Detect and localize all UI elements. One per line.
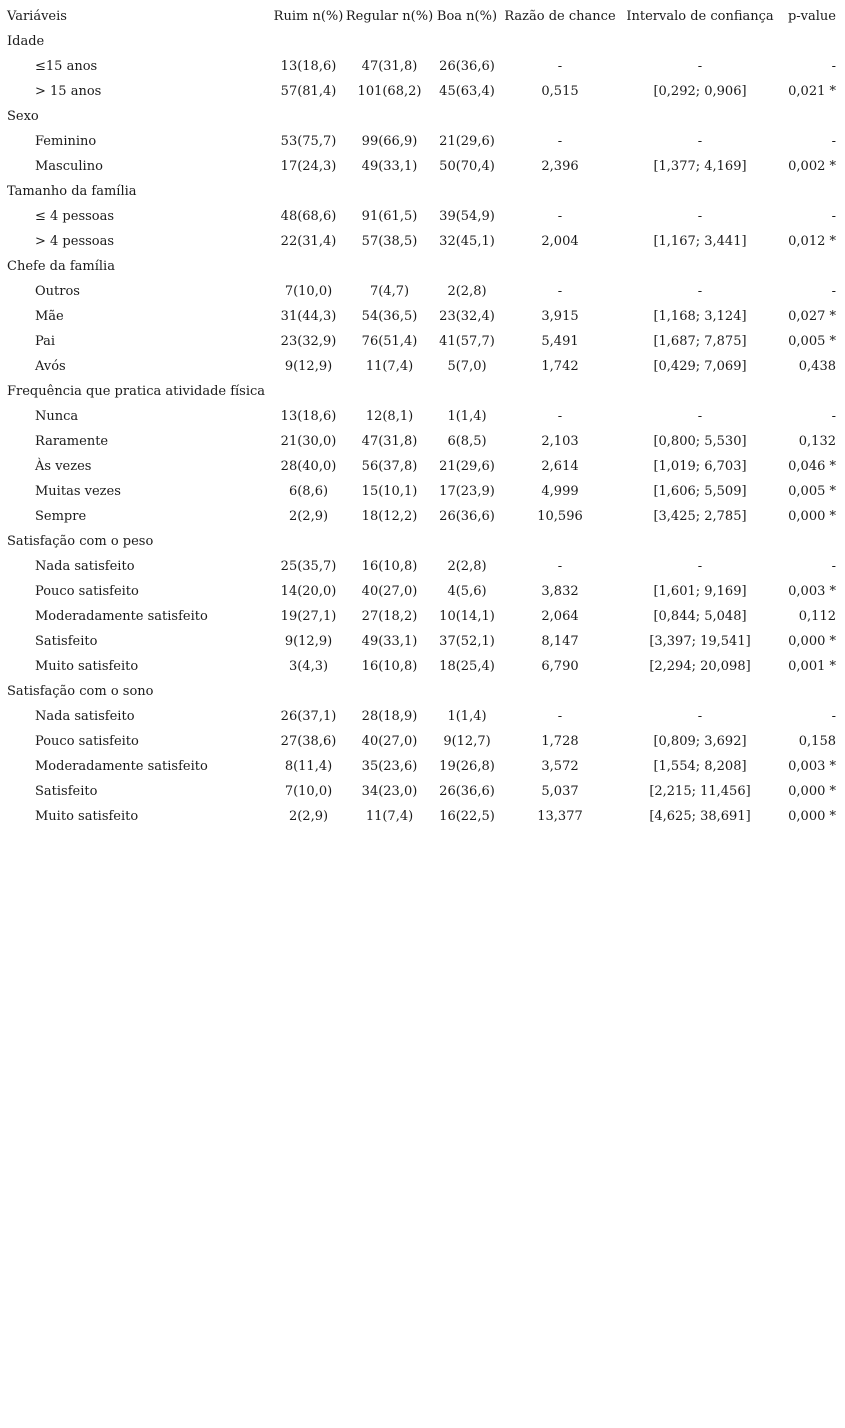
cell-ruim: 23(32,9) [280,334,337,349]
cell-p-value: 0,000 * [788,784,836,799]
cell-p-value: 0,112 [798,609,836,624]
group-label: Satisfação com o sono [7,684,154,699]
cell-ruim: 26(37,1) [280,709,337,724]
group-row [0,29,845,54]
table-row [0,454,845,479]
cell-p-value: 0,000 * [788,634,836,649]
cell-regular: 49(33,1) [361,159,418,174]
cell-odds-ratio: 1,742 [541,359,579,374]
cell-odds-ratio: 3,915 [541,309,579,324]
cell-confidence-interval: [1,601; 9,169] [653,584,747,599]
cell-boa: 37(52,1) [439,634,495,649]
cell-confidence-interval: - [697,709,703,724]
header-p-value: p-value [787,9,836,24]
row-label: Pouco satisfeito [35,734,139,749]
cell-p-value: - [831,134,836,149]
cell-regular: 11(7,4) [365,809,414,824]
group-label: Idade [7,34,45,49]
row-label: Pouco satisfeito [35,584,139,599]
cell-p-value: 0,438 [798,359,836,374]
cell-boa: 19(26,8) [439,759,495,774]
table-row [0,604,845,629]
cell-ruim: 25(35,7) [280,559,337,574]
cell-p-value: 0,001 * [788,659,836,674]
cell-odds-ratio: 2,396 [541,159,579,174]
cell-p-value: 0,012 * [788,234,836,249]
cell-regular: 7(4,7) [369,284,410,299]
cell-regular: 99(66,9) [361,134,418,149]
cell-odds-ratio: - [557,709,563,724]
cell-odds-ratio: - [557,284,563,299]
table-row [0,79,845,104]
cell-p-value: - [831,409,836,424]
cell-regular: 15(10,1) [361,484,418,499]
row-label: Moderadamente satisfeito [35,759,208,774]
cell-boa: 26(36,6) [439,509,495,524]
row-label: Avós [35,359,66,374]
cell-p-value: 0,132 [798,434,836,449]
table-row [0,779,845,804]
table-row [0,554,845,579]
table-row [0,154,845,179]
cell-regular: 47(31,8) [361,434,418,449]
cell-regular: 11(7,4) [365,359,414,374]
row-label: Mãe [35,309,64,324]
cell-odds-ratio: - [557,409,563,424]
cell-odds-ratio: 3,572 [541,759,579,774]
cell-odds-ratio: 0,515 [541,84,579,99]
cell-p-value: 0,003 * [788,759,836,774]
cell-odds-ratio: 2,064 [541,609,579,624]
row-label: Sempre [35,509,87,524]
row-label: Raramente [35,434,109,449]
cell-ruim: 9(12,9) [284,359,333,374]
cell-confidence-interval: [3,425; 2,785] [653,509,747,524]
cell-boa: 17(23,9) [439,484,495,499]
cell-boa: 18(25,4) [439,659,495,674]
cell-p-value: 0,005 * [788,334,836,349]
row-label: Masculino [35,159,103,174]
results-table [0,4,845,829]
cell-boa: 4(5,6) [447,584,487,599]
cell-ruim: 6(8,6) [288,484,329,499]
table-row [0,754,845,779]
group-row [0,254,845,279]
cell-confidence-interval: - [697,409,703,424]
table-row [0,579,845,604]
cell-p-value: 0,000 * [788,809,836,824]
cell-boa: 5(7,0) [447,359,487,374]
cell-boa: 39(54,9) [439,209,495,224]
cell-p-value: 0,021 * [788,84,836,99]
cell-regular: 91(61,5) [361,209,418,224]
cell-odds-ratio: 10,596 [537,509,583,524]
row-label: Satisfeito [35,784,98,799]
cell-confidence-interval: [2,215; 11,456] [649,784,751,799]
cell-boa: 2(2,8) [447,284,487,299]
cell-boa: 41(57,7) [439,334,495,349]
cell-p-value: 0,003 * [788,584,836,599]
cell-boa: 26(36,6) [439,59,495,74]
cell-boa: 9(12,7) [443,734,491,749]
cell-p-value: - [831,284,836,299]
table-row [0,704,845,729]
cell-confidence-interval: [1,606; 5,509] [653,484,747,499]
cell-confidence-interval: - [697,284,703,299]
group-row [0,104,845,129]
table-row [0,629,845,654]
cell-confidence-interval: - [697,134,703,149]
cell-boa: 26(36,6) [439,784,495,799]
cell-ruim: 13(18,6) [280,409,337,424]
cell-ruim: 27(38,6) [280,734,337,749]
cell-odds-ratio: 1,728 [541,734,579,749]
table-row [0,229,845,254]
cell-regular: 54(36,5) [361,309,418,324]
cell-regular: 40(27,0) [361,734,418,749]
table-row [0,479,845,504]
cell-boa: 45(63,4) [439,84,495,99]
table-row [0,429,845,454]
cell-boa: 6(8,5) [447,434,487,449]
cell-regular: 101(68,2) [357,84,422,99]
row-label: Feminino [35,134,97,149]
cell-p-value: - [831,59,836,74]
cell-ruim: 22(31,4) [280,234,337,249]
table-row [0,404,845,429]
group-label: Satisfação com o peso [7,534,154,549]
header-regular: Regular n(%) [345,9,434,24]
row-label: ≤15 anos [35,59,98,74]
row-label: Moderadamente satisfeito [35,609,208,624]
cell-ruim: 9(12,9) [284,634,333,649]
cell-boa: 1(1,4) [447,709,487,724]
cell-regular: 49(33,1) [361,634,418,649]
cell-confidence-interval: [0,429; 7,069] [653,359,747,374]
cell-regular: 16(10,8) [361,559,418,574]
cell-ruim: 31(44,3) [280,309,337,324]
cell-ruim: 48(68,6) [280,209,337,224]
header-razao-de-chance: Razão de chance [504,9,616,24]
cell-p-value: 0,002 * [788,159,836,174]
row-label: Muitas vezes [35,484,121,499]
cell-odds-ratio: - [557,209,563,224]
cell-confidence-interval: [0,292; 0,906] [653,84,747,99]
table-row [0,804,845,829]
cell-confidence-interval: [1,377; 4,169] [653,159,747,174]
cell-boa: 2(2,8) [447,559,487,574]
cell-odds-ratio: 2,614 [541,459,579,474]
cell-confidence-interval: [0,809; 3,692] [653,734,747,749]
row-label: Nada satisfeito [35,709,135,724]
cell-odds-ratio: - [557,559,563,574]
cell-regular: 16(10,8) [361,659,418,674]
group-label: Frequência que pratica atividade física [7,384,266,399]
cell-boa: 1(1,4) [447,409,487,424]
cell-confidence-interval: [0,800; 5,530] [653,434,747,449]
table-row [0,729,845,754]
cell-p-value: - [831,709,836,724]
cell-confidence-interval: [3,397; 19,541] [649,634,751,649]
cell-regular: 47(31,8) [361,59,418,74]
cell-odds-ratio: 2,004 [541,234,579,249]
group-label: Sexo [7,109,39,124]
row-label: > 15 anos [35,84,102,99]
row-label: Nada satisfeito [35,559,135,574]
cell-regular: 12(8,1) [365,409,414,424]
table-row [0,129,845,154]
table-row [0,329,845,354]
cell-regular: 18(12,2) [361,509,418,524]
header-boa: Boa n(%) [436,9,498,24]
cell-confidence-interval: [1,687; 7,875] [653,334,747,349]
cell-boa: 10(14,1) [439,609,495,624]
table-row [0,54,845,79]
row-label: > 4 pessoas [35,234,115,249]
cell-confidence-interval: [1,019; 6,703] [653,459,747,474]
cell-boa: 32(45,1) [439,234,495,249]
cell-boa: 21(29,6) [439,134,495,149]
header-intervalo-de-confianca: Intervalo de confiança [626,9,774,24]
row-label: Muito satisfeito [35,659,139,674]
cell-ruim: 8(11,4) [284,759,333,774]
cell-regular: 34(23,0) [361,784,418,799]
cell-regular: 40(27,0) [361,584,418,599]
cell-odds-ratio: 13,377 [537,809,583,824]
cell-ruim: 21(30,0) [280,434,337,449]
cell-boa: 23(32,4) [439,309,495,324]
cell-ruim: 19(27,1) [280,609,337,624]
cell-confidence-interval: [1,554; 8,208] [653,759,747,774]
cell-p-value: - [831,209,836,224]
row-label: Pai [35,334,56,349]
row-label: Às vezes [35,459,92,474]
cell-ruim: 13(18,6) [280,59,337,74]
cell-ruim: 7(10,0) [284,284,333,299]
cell-regular: 28(18,9) [361,709,418,724]
table-row [0,304,845,329]
table-row [0,654,845,679]
cell-p-value: 0,005 * [788,484,836,499]
cell-p-value: 0,046 * [788,459,836,474]
row-label: Nunca [35,409,79,424]
cell-confidence-interval: - [697,559,703,574]
cell-ruim: 3(4,3) [288,659,329,674]
cell-confidence-interval: [4,625; 38,691] [649,809,751,824]
cell-p-value: 0,158 [798,734,836,749]
cell-ruim: 2(2,9) [288,509,329,524]
cell-ruim: 17(24,3) [280,159,337,174]
cell-ruim: 14(20,0) [280,584,337,599]
table-row [0,204,845,229]
cell-boa: 16(22,5) [439,809,495,824]
row-label: ≤ 4 pessoas [35,209,115,224]
cell-p-value: 0,000 * [788,509,836,524]
table-row [0,279,845,304]
cell-odds-ratio: 4,999 [541,484,579,499]
cell-boa: 50(70,4) [439,159,495,174]
cell-regular: 35(23,6) [361,759,418,774]
cell-confidence-interval: - [697,59,703,74]
table-row [0,354,845,379]
header-row [0,4,845,29]
row-label: Satisfeito [35,634,98,649]
cell-ruim: 28(40,0) [280,459,337,474]
cell-ruim: 57(81,4) [280,84,337,99]
header-variaveis: Variáveis [7,9,67,24]
row-label: Muito satisfeito [35,809,139,824]
cell-ruim: 7(10,0) [284,784,333,799]
cell-odds-ratio: - [557,134,563,149]
cell-odds-ratio: 8,147 [541,634,579,649]
group-row [0,679,845,704]
cell-odds-ratio: 2,103 [541,434,579,449]
group-row [0,179,845,204]
group-row [0,379,845,404]
cell-odds-ratio: 5,491 [541,334,579,349]
table-row [0,504,845,529]
cell-confidence-interval: [1,167; 3,441] [653,234,747,249]
header-ruim: Ruim n(%) [273,9,344,24]
cell-ruim: 53(75,7) [280,134,337,149]
cell-p-value: 0,027 * [788,309,836,324]
cell-regular: 56(37,8) [361,459,418,474]
cell-boa: 21(29,6) [439,459,495,474]
row-label: Outros [35,284,80,299]
cell-confidence-interval: - [697,209,703,224]
cell-regular: 57(38,5) [361,234,418,249]
cell-confidence-interval: [0,844; 5,048] [653,609,747,624]
cell-odds-ratio: 5,037 [541,784,579,799]
cell-regular: 27(18,2) [361,609,418,624]
cell-confidence-interval: [2,294; 20,098] [649,659,751,674]
cell-ruim: 2(2,9) [288,809,329,824]
cell-odds-ratio: 3,832 [541,584,579,599]
group-row [0,529,845,554]
cell-confidence-interval: [1,168; 3,124] [653,309,747,324]
cell-regular: 76(51,4) [361,334,418,349]
cell-p-value: - [831,559,836,574]
group-label: Tamanho da família [7,184,137,199]
cell-odds-ratio: - [557,59,563,74]
cell-odds-ratio: 6,790 [541,659,579,674]
table-body [0,29,845,829]
group-label: Chefe da família [7,259,115,274]
